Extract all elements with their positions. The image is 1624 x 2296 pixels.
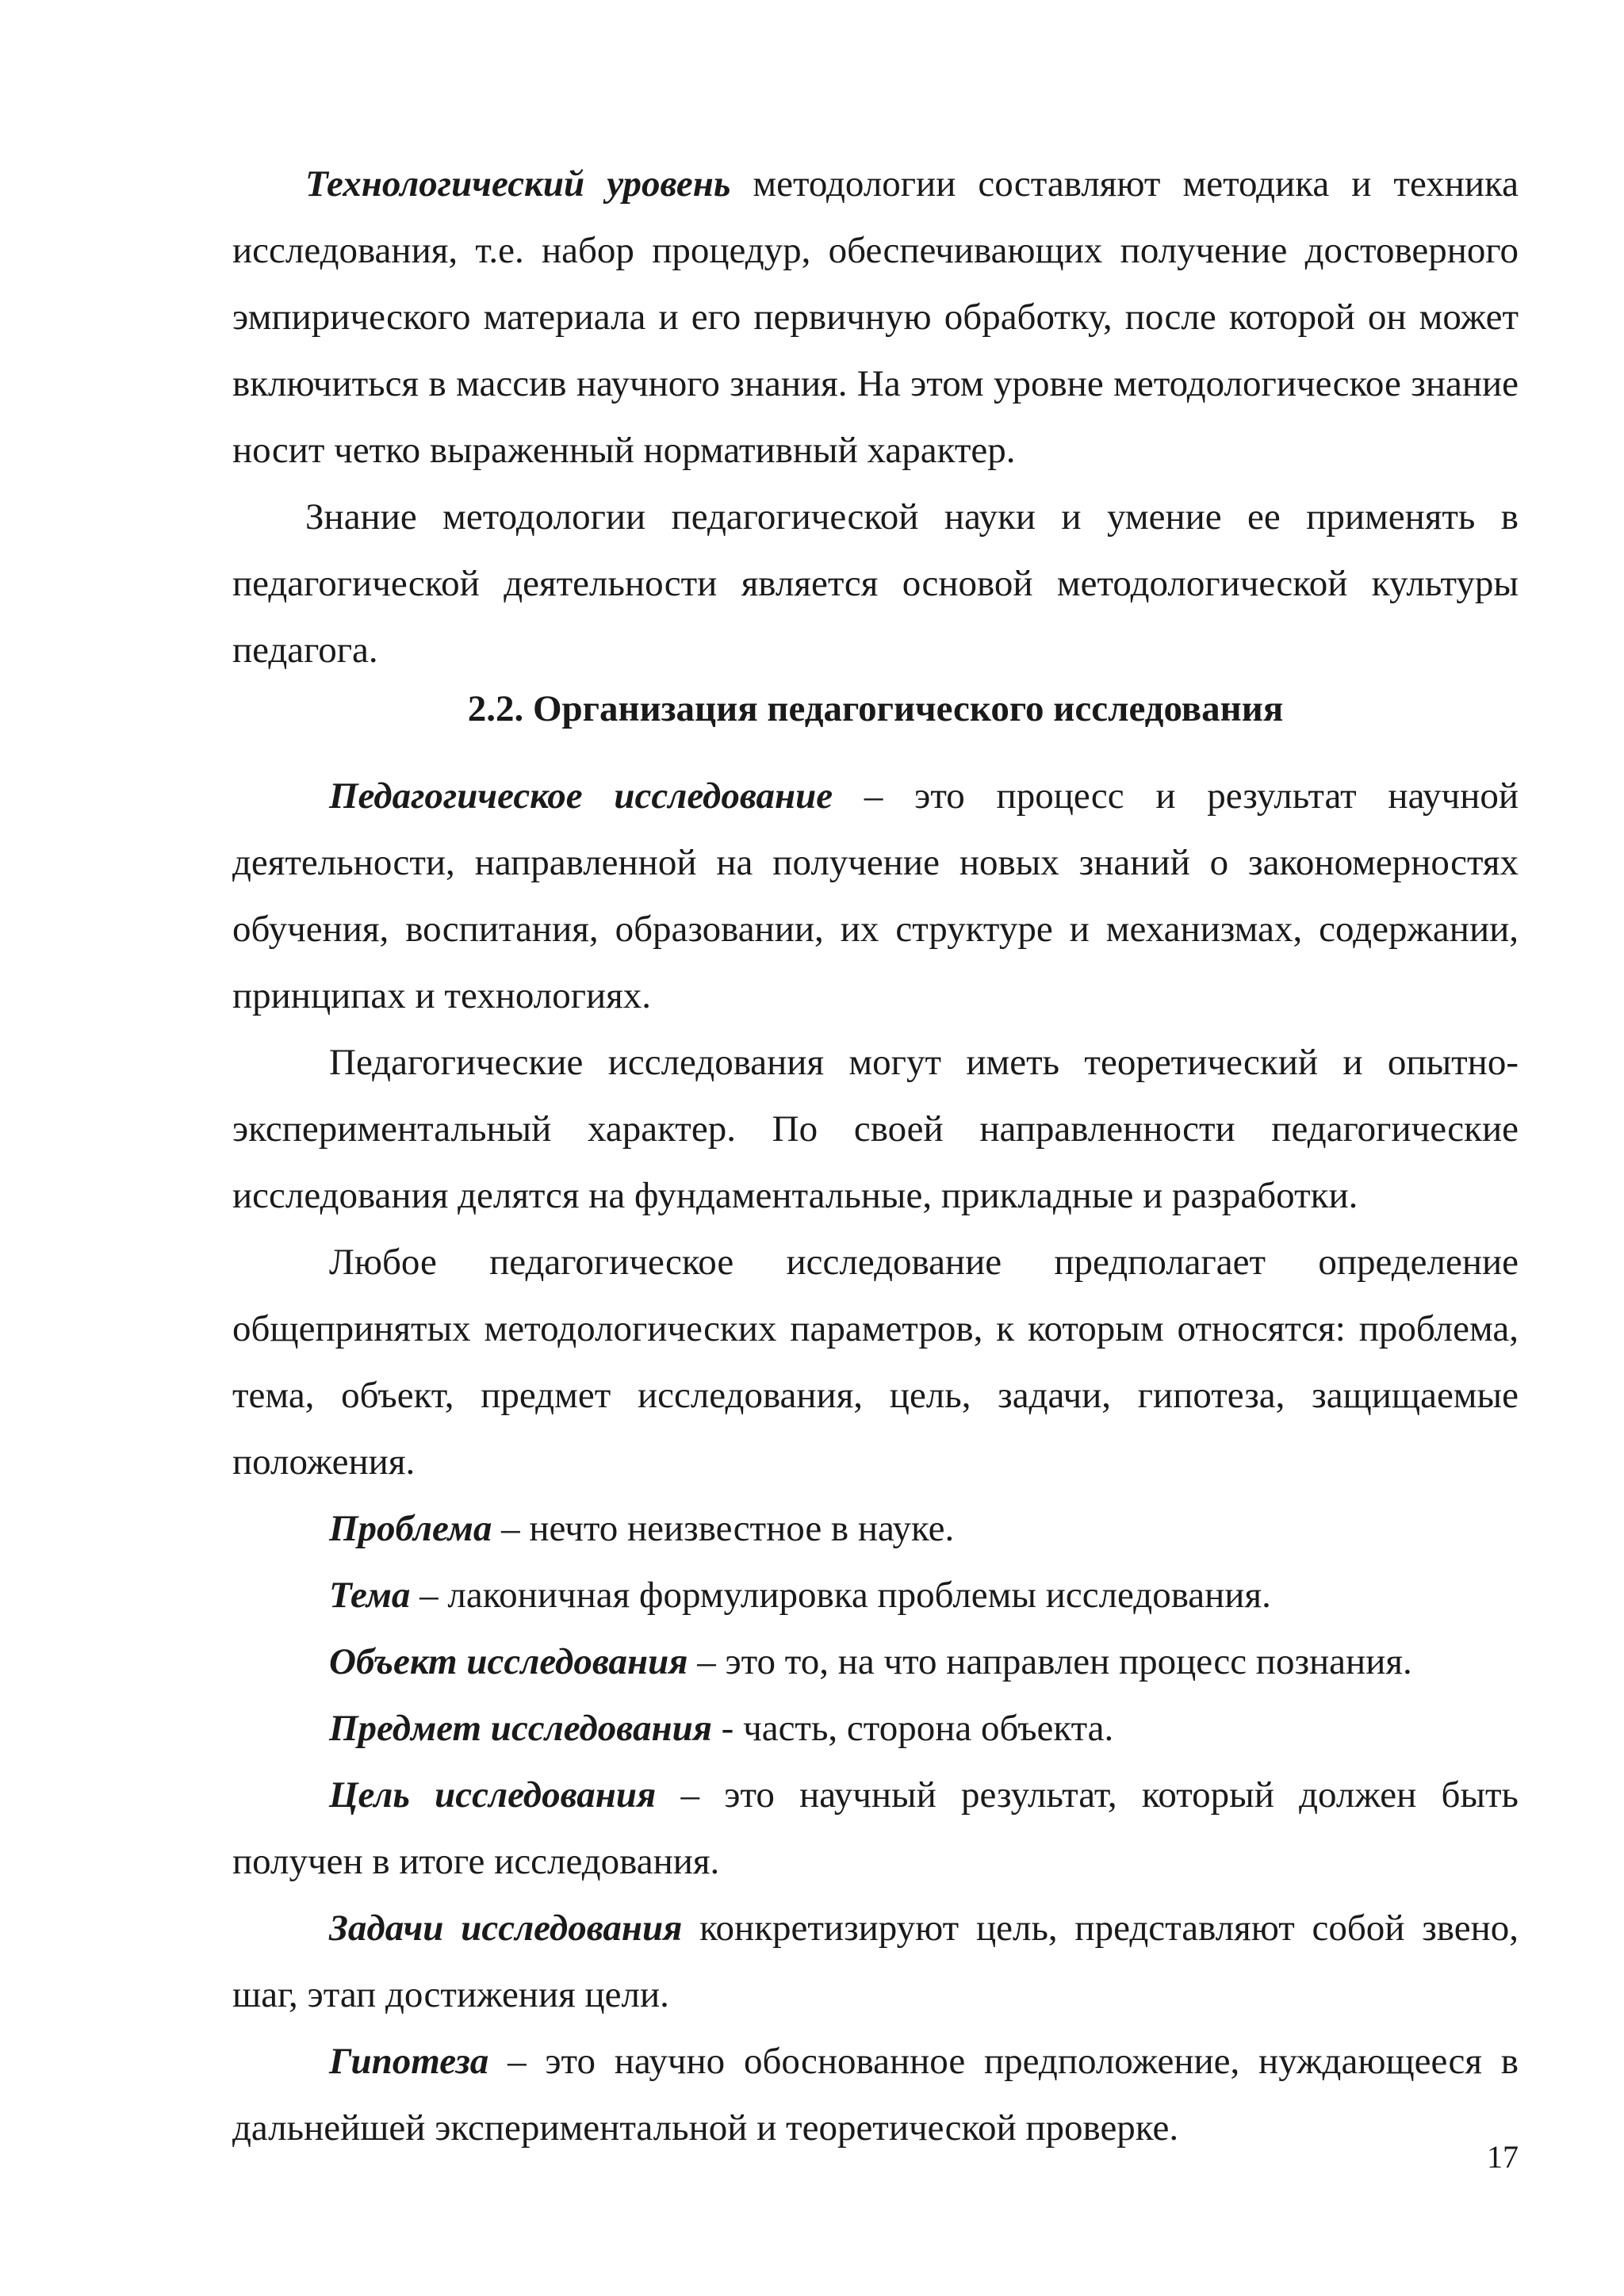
term-hypothesis: Гипотеза [329,2041,489,2082]
definition-text: - часть, сторона объекта. [711,1708,1114,1749]
term-problem: Проблема [329,1508,492,1549]
page-number: 17 [1487,2139,1519,2175]
paragraph-pedagogical-research [232,763,1519,1029]
paragraph-methodology-knowledge [232,484,1519,683]
term-goal: Цель исследования [329,1774,657,1816]
definition-goal [232,1762,1519,1895]
paragraph-research-types [232,1029,1519,1229]
definition-text: – нечто неизвестное в науке. [492,1508,955,1549]
paragraph-methodological-parameters [232,1229,1519,1495]
paragraph-technological-level [232,151,1519,484]
definition-tasks [232,1895,1519,2028]
paragraph-text: Педагогические исследования могут иметь теоретический и опытно-экспериментальный характер. По своей направленности педагогические исследования делятся на фундаментальные, прикладные и разработки. [232,1042,1519,1216]
section-heading: 2.2. Организация педагогического исследования [467,688,1284,729]
definition-hypothesis [232,2028,1519,2161]
definition-text: конкретизируют цель, представляют собой звено, шаг, этап достижения цели. [232,1908,1519,2015]
term-technological-level: Технологический уровень [305,163,731,205]
term-topic: Тема [329,1575,411,1616]
term-tasks: Задачи исследования [329,1908,683,1949]
definition-object [232,1628,1519,1695]
definition-topic [232,1562,1519,1628]
definition-text: – это научный результат, который должен быть получен в итоге исследования. [232,1774,1519,1882]
definition-subject [232,1695,1519,1762]
term-object: Объект исследования [329,1641,688,1682]
paragraph-text: методологии составляют методика и техника исследования, т.е. набор процедур, обеспечивающих получение достоверного эмпирического материала и его первичную обработку, после которой он может включиться в массив научного знания. На этом уровне методологическое знание носит четко выраженный нормативный характер. [232,163,1519,471]
paragraph-text: Любое педагогическое исследование предполагает определение общепринятых методологических параметров, к которым относятся: проблема, тема, объект, предмет исследования, цель, задачи, гипотеза, защищаемые положения. [232,1242,1519,1483]
paragraph-text: – это процесс и результат научной деятельности, направленной на получение новых знаний о закономерностях обучения, воспитания, образовании, их структуре и механизмах, содержании, принципах и технологиях. [232,775,1519,1016]
definition-text: – лаконичная формулировка проблемы исследования. [410,1575,1271,1616]
definition-problem [232,1495,1519,1562]
term-subject: Предмет исследования [329,1708,712,1749]
definition-text: – это то, на что направлен процесс познания. [688,1641,1412,1682]
paragraph-text: Знание методологии педагогической науки и умение ее применять в педагогической деятельности является основой методологической культуры педагога. [232,496,1519,671]
definition-text: – это научно обоснованное предположение, нуждающееся в дальнейшей экспериментальной и теоретической проверке. [232,2041,1519,2149]
term-pedagogical-research: Педагогическое исследование [329,775,833,817]
